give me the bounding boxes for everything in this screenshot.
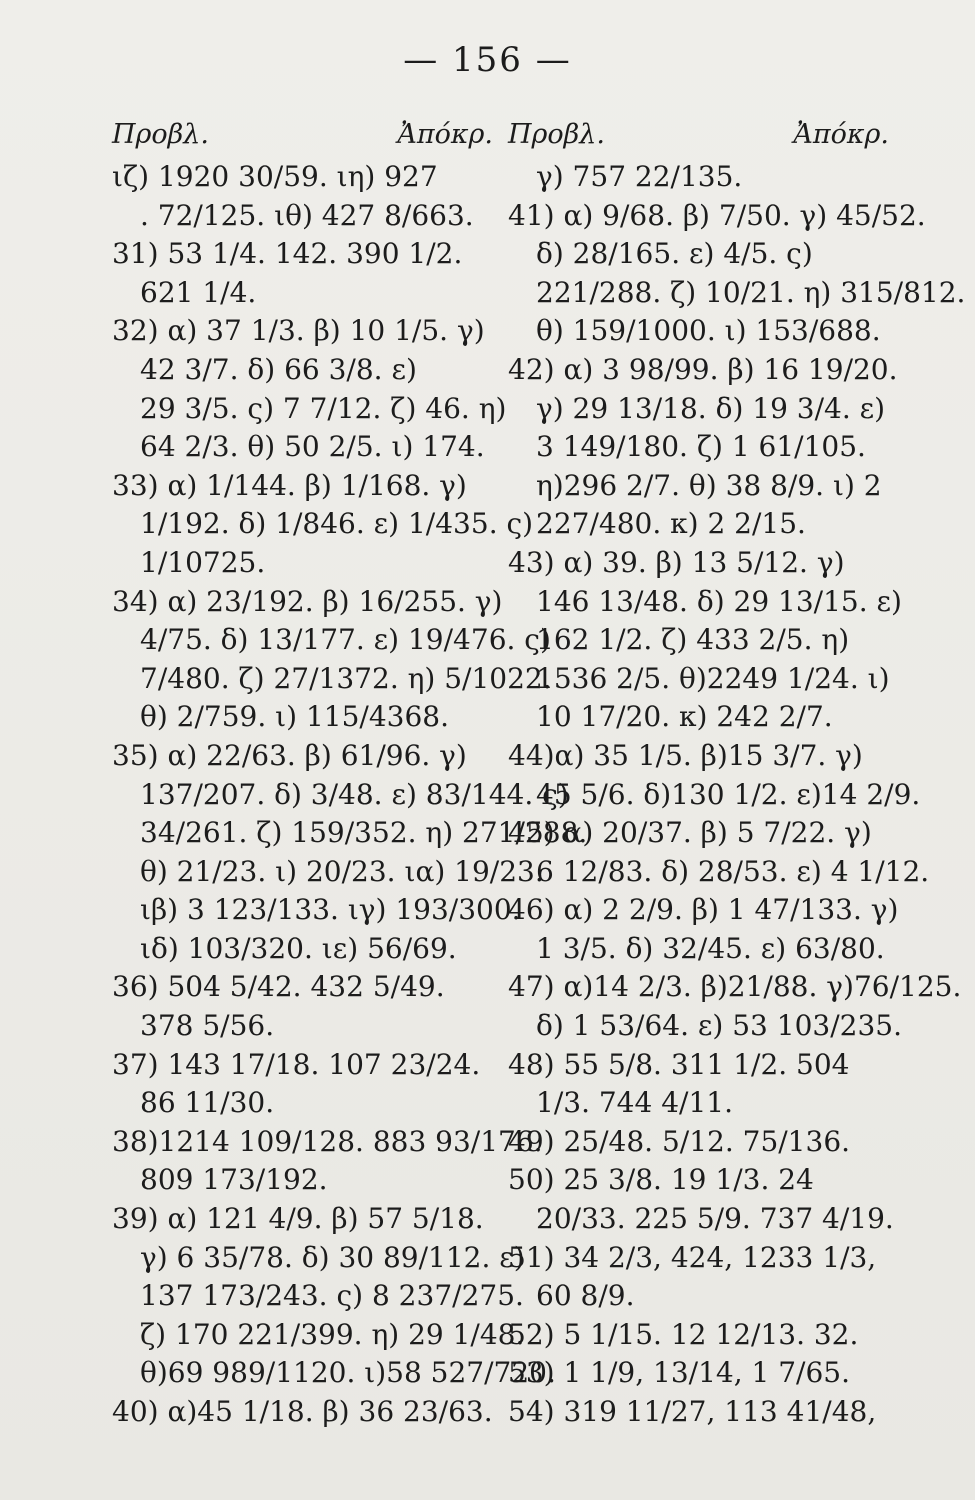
answer-line: 50) 25 3/8. 19 1/3. 24 <box>508 1163 814 1197</box>
header-problem: Προβλ. <box>508 119 605 150</box>
answer-line: η)296 2/7. θ) 38 8/9. ι) 2 <box>536 468 882 502</box>
page-number: — 156 — <box>403 40 572 80</box>
answer-line: ζ) 170 221/399. η) 29 1/48. <box>140 1317 525 1351</box>
answer-line: 47) α)14 2/3. β)21/88. γ)76/125. <box>508 970 962 1004</box>
answer-line: 40) α)45 1/18. β) 36 23/63. <box>112 1395 493 1428</box>
answer-line: 60 8/9. <box>536 1279 635 1313</box>
answer-line: ιδ) 103/320. ιε) 56/69. <box>140 931 457 965</box>
answer-line: 64 2/3. θ) 50 2/5. ι) 174. <box>140 430 485 464</box>
answer-line: 227/480. κ) 2 2/15. <box>536 507 806 541</box>
answer-line: 42 3/7. δ) 66 3/8. ε) <box>140 352 417 386</box>
answer-line: 48) 55 5/8. 311 1/2. 504 <box>508 1047 850 1081</box>
answer-line: 1/3. 744 4/11. <box>536 1086 733 1120</box>
header-answer: Ἀπόκρ. <box>793 119 889 150</box>
answer-line: θ) 2/759. ι) 115/4368. <box>140 700 450 734</box>
answer-line: 34/261. ζ) 159/352. η) 271/288. <box>140 816 588 850</box>
answer-line: 32) α) 37 1/3. β) 10 1/5. γ) <box>112 314 485 348</box>
right-column-header <box>508 112 893 158</box>
answer-line: 42) α) 3 98/99. β) 16 19/20. <box>508 352 898 386</box>
answer-line: θ) 21/23. ι) 20/23. ια) 19/23. <box>140 854 544 888</box>
answer-line: γ) 6 35/78. δ) 30 89/112. ε) <box>140 1240 525 1274</box>
answer-line: 137 173/243. ς) 8 237/275. <box>140 1279 524 1313</box>
answer-line: 38)1214 109/128. 883 93/176. <box>112 1124 543 1158</box>
answer-line: 39) α) 121 4/9. β) 57 5/18. <box>112 1202 484 1236</box>
answer-line: 45 5/6. δ)130 1/2. ε)14 2/9. <box>536 777 921 811</box>
answer-line: 1/10725. <box>140 545 266 579</box>
answer-line: 46) α) 2 2/9. β) 1 47/133. γ) <box>508 893 899 927</box>
answer-line: 44)α) 35 1/5. β)15 3/7. γ) <box>508 738 863 772</box>
answer-line: 51) 34 2/3, 424, 1233 1/3, <box>508 1240 877 1274</box>
answer-line: δ) 1 53/64. ε) 53 103/235. <box>536 1009 902 1043</box>
answer-line: 35) α) 22/63. β) 61/96. γ) <box>112 738 467 772</box>
answer-line: 1 3/5. δ) 32/45. ε) 63/80. <box>536 931 885 965</box>
answer-line: 53) 1 1/9, 13/14, 1 7/65. <box>508 1356 851 1390</box>
answer-line: 52) 5 1/15. 12 12/13. 32. <box>508 1317 859 1351</box>
answer-line: 43) α) 39. β) 13 5/12. γ) <box>508 545 845 579</box>
answer-line: 4/75. δ) 13/177. ε) 19/476. ς) <box>140 623 551 657</box>
answer-line: 29 3/5. ς) 7 7/12. ζ) 46. η) <box>140 391 507 425</box>
answer-line: 41) α) 9/68. β) 7/50. γ) 45/52. <box>508 198 926 232</box>
left-column-header <box>112 112 497 158</box>
answer-line: 1536 2/5. θ)2249 1/24. ι) <box>536 661 890 695</box>
answer-line: ιζ) 1920 30/59. ιη) 927 <box>112 160 438 193</box>
answer-line: δ) 28/165. ε) 4/5. ς) <box>536 237 813 271</box>
answer-line: 3 149/180. ζ) 1 61/105. <box>536 430 866 464</box>
answer-line: 137/207. δ) 3/48. ε) 83/144. ς) <box>140 777 569 811</box>
answer-line: ιβ) 3 123/133. ιγ) 193/300. <box>140 893 521 927</box>
answer-line: θ) 159/1000. ι) 153/688. <box>536 314 881 348</box>
answer-line: 809 173/192. <box>140 1163 328 1197</box>
answer-line: . 72/125. ιθ) 427 8/663. <box>140 198 474 232</box>
answer-line: 33) α) 1/144. β) 1/168. γ) <box>112 468 467 502</box>
answer-line: 1/192. δ) 1/846. ε) 1/435. ς) <box>140 507 534 541</box>
answer-line: 45) α) 20/37. β) 5 7/22. γ) <box>508 816 872 850</box>
answer-line: 36) 504 5/42. 432 5/49. <box>112 970 445 1004</box>
answer-line: 378 5/56. <box>140 1009 275 1043</box>
answer-line: 146 13/48. δ) 29 13/15. ε) <box>536 584 902 618</box>
answer-line: γ) 757 22/135. <box>536 160 743 193</box>
answer-line: 34) α) 23/192. β) 16/255. γ) <box>112 584 503 618</box>
answer-line: 31) 53 1/4. 142. 390 1/2. <box>112 237 463 271</box>
answer-line: 162 1/2. ζ) 433 2/5. η) <box>536 623 850 657</box>
header-problem: Προβλ. <box>112 119 209 150</box>
answer-line: 86 11/30. <box>140 1086 275 1120</box>
answer-line: 7/480. ζ) 27/1372. η) 5/1022. <box>140 661 552 695</box>
answer-line: γ) 29 13/18. δ) 19 3/4. ε) <box>536 391 886 425</box>
answer-line: θ)69 989/1120. ι)58 527/720. <box>140 1356 556 1390</box>
answer-line: 20/33. 225 5/9. 737 4/19. <box>536 1202 894 1236</box>
answer-line: 621 1/4. <box>140 275 257 309</box>
answer-line: 37) 143 17/18. 107 23/24. <box>112 1047 481 1081</box>
right-answer-column <box>508 112 966 1432</box>
answer-line: 221/288. ζ) 10/21. η) 315/812. <box>536 275 966 309</box>
answer-line: 6 12/83. δ) 28/53. ε) 4 1/12. <box>536 854 930 888</box>
answer-line: 49) 25/48. 5/12. 75/136. <box>508 1124 851 1158</box>
answer-line: 54) 319 11/27, 113 41/48, <box>508 1395 877 1428</box>
answer-line: 10 17/20. κ) 242 2/7. <box>536 700 833 734</box>
header-answer: Ἀπόκρ. <box>397 119 493 150</box>
